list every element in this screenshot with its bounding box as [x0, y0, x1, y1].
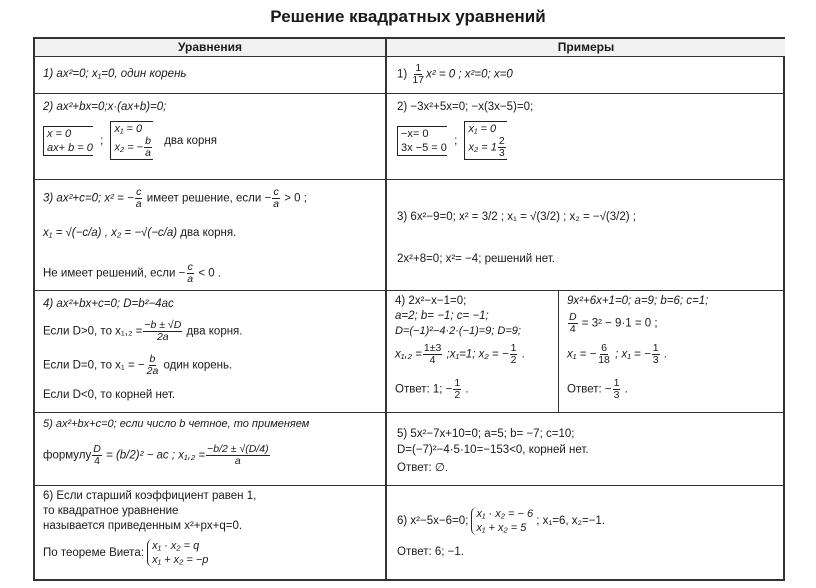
row5-text: формулу: [43, 449, 92, 462]
row4b-line4: [567, 378, 628, 401]
system-line: x₂ = 1: [468, 141, 497, 154]
row6-line1: 6) Если старший коэффициент равен 1,: [43, 490, 257, 502]
header-equations: Уравнения: [35, 39, 385, 56]
row5-line2: [43, 444, 271, 467]
row4b-text: Ответ: −: [567, 383, 612, 396]
fraction-num: 2: [498, 135, 505, 147]
row4-text: Если D=0, то x₁ = −: [43, 359, 145, 372]
fraction-den: 2: [510, 354, 517, 366]
fraction-num: c: [273, 186, 279, 198]
fraction-num: c: [136, 186, 142, 198]
row2-equation: 2) ax²+bx=0;x·(ax+b)=0;: [43, 101, 167, 113]
bracket-system: [43, 126, 93, 156]
fraction-num: −b ± √D: [144, 319, 182, 331]
row3-text: имеет решение, если −: [143, 192, 272, 205]
row6-text: По теореме Виета:: [43, 547, 144, 559]
fraction-den: 17: [412, 74, 425, 86]
fraction-num: 1±3: [423, 342, 442, 354]
system-line: x₁ + x₂ = −p: [152, 554, 209, 566]
row1-equation: 1) ax²=0; x₁=0, один корень: [43, 68, 187, 80]
row3-line2: [43, 227, 236, 239]
fraction-den: 2a: [146, 365, 159, 377]
row4a-line4: [395, 343, 525, 366]
system-line: x₁ · x₂ = − 6: [476, 508, 534, 520]
equations-table: [33, 37, 785, 581]
system-line: x = 0: [47, 127, 72, 140]
row-divider: [35, 485, 783, 486]
fraction-num: 1: [510, 342, 517, 354]
system-line: x₂ = −: [114, 141, 144, 154]
row6-example-line2: Ответ: 6; −1.: [397, 546, 464, 558]
fraction-num: b: [149, 353, 156, 365]
row3-text: два корня.: [177, 227, 237, 239]
system-line: x₁ = 0: [468, 123, 497, 135]
fraction: [423, 343, 442, 366]
row3-text: x₁ = √(−c/a) , x₂ = −√(−c/a): [43, 227, 178, 239]
fraction: [92, 444, 102, 467]
row1-example-text: x² = 0 ; x²=0; x=0: [426, 68, 513, 81]
bracket-system: [110, 121, 153, 160]
row4-text: Если D>0, то x₁,₂ =: [43, 325, 143, 338]
row2-example-systems: −x= 0 3x −5 = 0 ; x₁ = 0 x₂ = 1 $\frac{2}{3}$: [397, 121, 507, 160]
row2-two-roots: два корня: [164, 134, 217, 147]
fraction-den: a: [187, 273, 194, 285]
fraction-num: D: [569, 311, 577, 323]
row4a-text: Ответ: 1; −: [395, 383, 453, 396]
fraction-den: 4: [94, 455, 100, 467]
header-examples: Примеры: [387, 39, 785, 56]
system-line: x₁ = 0: [114, 123, 143, 135]
fraction-num: −b/2 ± √(D/4): [207, 443, 269, 455]
row4a-line1: 4) 2x²−x−1=0;: [395, 295, 467, 307]
fraction: [652, 343, 660, 366]
fraction-num: c: [187, 261, 193, 273]
row4a-line3: D=(−1)²−4·2·(−1)=9; D=9;: [395, 325, 521, 337]
system-line: 3x −5 = 0: [401, 141, 447, 154]
row4b-text: = 3² − 9·1 = 0 ;: [578, 317, 658, 330]
fraction-den: 2a: [156, 331, 169, 343]
fraction-den: 18: [598, 354, 610, 366]
row4b-text: ; x₁ = −: [611, 348, 651, 361]
row6-example-text: 6) x²−5x−6=0;: [397, 515, 469, 527]
fraction-den: 4: [569, 323, 576, 335]
fraction-num: 1: [415, 62, 422, 74]
row3-text: > 0 ;: [281, 192, 307, 205]
row4a-text: .: [462, 383, 469, 396]
fraction-den: 3: [613, 389, 620, 401]
fraction-num: 1: [613, 377, 620, 389]
row3-line1: [43, 187, 307, 210]
fraction: [186, 262, 194, 285]
row6-line2: то квадратное уравнение: [43, 505, 179, 517]
fraction-den: 4: [429, 354, 436, 366]
fraction-den: 3: [652, 354, 659, 366]
row4a-text: x₁,₂ =: [395, 348, 422, 361]
bracket-system: [397, 126, 447, 156]
row5-line1: 5) ax²+bx+c=0; если число b четное, то применяем: [43, 418, 310, 430]
row3-text: Не имеет решений, если −: [43, 267, 186, 280]
row6-line3: называется приведенным x²+px+q=0.: [43, 520, 243, 532]
row4-line3: [43, 354, 232, 377]
row2-systems: x = 0 ax+ b = 0 ; x₁ = 0 x₂ = − $\frac{b}{a}$ два корня: [43, 121, 217, 160]
row3-example-line1: 3) 6x²−9=0; x² = 3/2 ; x₁ = √(3/2) ; x₂ = −√(3/2) ;: [397, 211, 636, 223]
fraction-num: 1: [454, 377, 461, 389]
row5-example-line2: D=(−7)²−4·5·10=−153<0, корней нет.: [397, 444, 589, 456]
row1-example: [397, 63, 513, 86]
fraction-den: 2: [454, 389, 461, 401]
fraction: [597, 343, 611, 366]
vieta-system: [147, 539, 208, 567]
row3-example-line2: 2x²+8=0; x²= −4; решений нет.: [397, 253, 555, 265]
fraction: [568, 312, 578, 335]
row4a-text: ;x₁=1; x₂ = −: [443, 348, 509, 361]
row5-example-line3: Ответ: ∅.: [397, 462, 449, 474]
row-divider: [35, 179, 783, 180]
row6-example-line1: [397, 507, 605, 535]
row-divider: [35, 412, 783, 413]
fraction: [146, 354, 160, 377]
fraction-den: a: [273, 198, 280, 210]
system-line: ax+ b = 0: [47, 141, 93, 154]
row6-line4: [43, 539, 208, 567]
row5-example-line1: 5) 5x²−7x+10=0; a=5; b= −7; c=10;: [397, 428, 575, 440]
system-line: x₁ · x₂ = q: [152, 540, 200, 552]
column-divider: [385, 39, 387, 579]
fraction: [510, 343, 518, 366]
row2-example: 2) −3x²+5x=0; −x(3x−5)=0;: [397, 101, 534, 113]
fraction: [206, 444, 269, 467]
fraction: [143, 320, 182, 343]
row4-line4: Если D<0, то корней нет.: [43, 389, 176, 401]
system-line: x₁ + x₂ = 5: [476, 522, 527, 534]
fraction: [411, 63, 425, 86]
fraction: [144, 136, 152, 159]
row4a-line2: a=2; b= −1; c= −1;: [395, 310, 489, 322]
system-line: −x= 0: [401, 127, 429, 140]
column-divider: [558, 290, 559, 412]
row4-line1: 4) ax²+bx+c=0; D=b²−4ac: [43, 298, 174, 310]
fraction-den: a: [234, 455, 241, 467]
fraction-den: a: [135, 198, 142, 210]
fraction-num: b: [145, 135, 151, 147]
row3-text: 3) ax²+c=0; x² = −: [43, 192, 134, 205]
row6-example-text: ; x₁=6, x₂=−1.: [533, 515, 606, 527]
row4b-line3: [567, 343, 667, 366]
row3-text: < 0 .: [195, 267, 222, 280]
row-divider: [35, 56, 783, 57]
row4a-text: .: [518, 348, 525, 361]
row3-line3: [43, 262, 221, 285]
row4b-line2: [567, 312, 658, 335]
example-system: [471, 507, 533, 535]
row-divider: [35, 93, 783, 94]
fraction: [135, 187, 143, 210]
fraction: [272, 187, 280, 210]
row4b-line1: 9x²+6x+1=0; a=9; b=6; c=1;: [567, 295, 709, 307]
fraction-num: 6: [601, 342, 607, 354]
fraction-den: 3: [498, 147, 505, 159]
row4-text: один корень.: [160, 359, 233, 372]
row4b-text: .: [621, 383, 628, 396]
fraction-den: a: [145, 147, 151, 159]
fraction: [453, 378, 461, 401]
row4b-text: .: [660, 348, 667, 361]
fraction-num: D: [93, 443, 101, 455]
page-title: Решение квадратных уравнений: [270, 7, 546, 26]
row1-example-number: 1): [397, 68, 411, 81]
bracket-system: [464, 121, 506, 160]
row-divider: [35, 290, 783, 291]
fraction: [613, 378, 621, 401]
fraction-num: 1: [652, 342, 659, 354]
row4a-line5: [395, 378, 469, 401]
fraction: [498, 136, 506, 159]
row5-text: = (b/2)² − ac ; x₁,₂ =: [102, 449, 206, 462]
row4b-text: x₁ = −: [567, 348, 597, 361]
row4-text: два корня.: [183, 325, 243, 338]
row4-line2: [43, 320, 242, 343]
